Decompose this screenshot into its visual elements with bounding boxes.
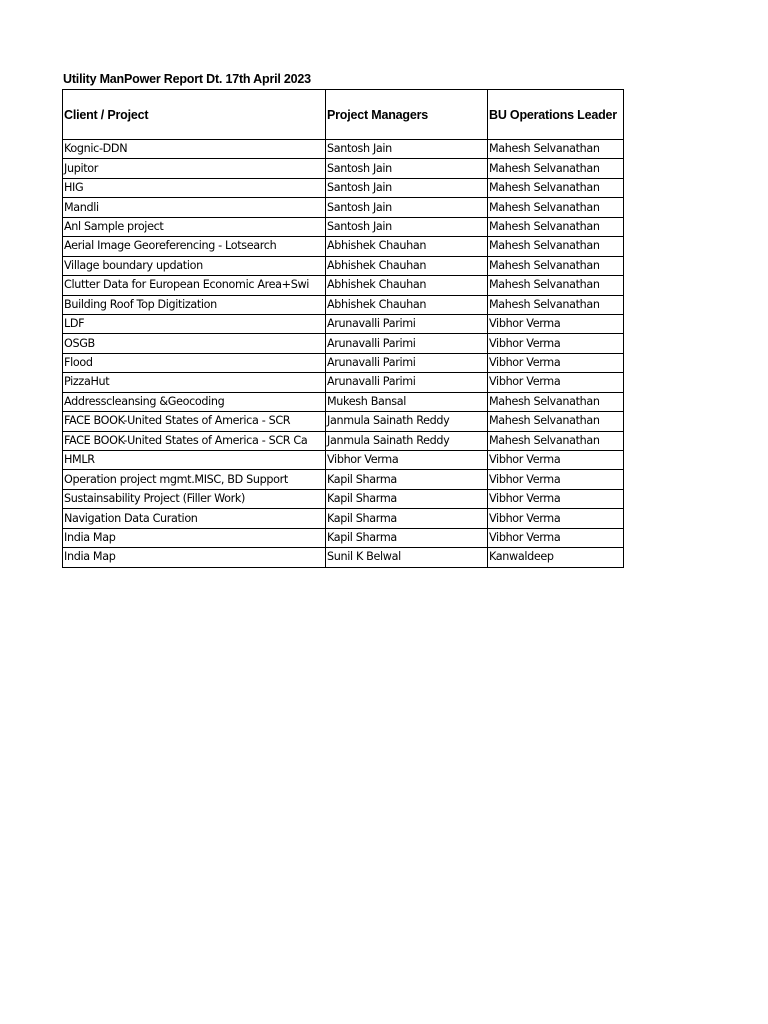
cell-project-manager: Abhishek Chauhan bbox=[326, 276, 488, 295]
cell-project-manager: Abhishek Chauhan bbox=[326, 295, 488, 314]
table-row bbox=[63, 314, 624, 333]
cell-project-manager: Vibhor Verma bbox=[326, 451, 488, 470]
cell-bu-operations-leader: Mahesh Selvanathan bbox=[488, 217, 624, 236]
table-row bbox=[63, 237, 624, 256]
cell-bu-operations-leader: Vibhor Verma bbox=[488, 509, 624, 528]
cell-project-manager: Santosh Jain bbox=[326, 140, 488, 159]
cell-bu-operations-leader: Mahesh Selvanathan bbox=[488, 276, 624, 295]
cell-client-project: Flood bbox=[63, 353, 326, 372]
cell-client-project: LDF bbox=[63, 314, 326, 333]
report-table bbox=[62, 89, 624, 568]
cell-client-project: Village boundary updation bbox=[63, 256, 326, 275]
cell-client-project: Navigation Data Curation bbox=[63, 509, 326, 528]
cell-project-manager: Arunavalli Parimi bbox=[326, 353, 488, 372]
cell-bu-operations-leader: Vibhor Verma bbox=[488, 489, 624, 508]
cell-client-project: HMLR bbox=[63, 451, 326, 470]
report-title: Utility ManPower Report Dt. 17th April 2023 bbox=[63, 72, 311, 86]
cell-client-project: Anl Sample project bbox=[63, 217, 326, 236]
table-row bbox=[63, 470, 624, 489]
cell-bu-operations-leader: Mahesh Selvanathan bbox=[488, 159, 624, 178]
table-row bbox=[63, 198, 624, 217]
cell-bu-operations-leader: Vibhor Verma bbox=[488, 314, 624, 333]
cell-client-project: Clutter Data for European Economic Area+Swi bbox=[63, 276, 326, 295]
cell-project-manager: Arunavalli Parimi bbox=[326, 373, 488, 392]
cell-project-manager: Santosh Jain bbox=[326, 178, 488, 197]
cell-bu-operations-leader: Mahesh Selvanathan bbox=[488, 295, 624, 314]
cell-client-project: OSGB bbox=[63, 334, 326, 353]
cell-bu-operations-leader: Vibhor Verma bbox=[488, 451, 624, 470]
cell-bu-operations-leader: Vibhor Verma bbox=[488, 528, 624, 547]
cell-bu-operations-leader: Vibhor Verma bbox=[488, 334, 624, 353]
cell-client-project: Addresscleansing &Geocoding bbox=[63, 392, 326, 411]
table-row bbox=[63, 548, 624, 567]
table-row bbox=[63, 159, 624, 178]
table-row bbox=[63, 528, 624, 547]
cell-bu-operations-leader: Kanwaldeep bbox=[488, 548, 624, 567]
header-row bbox=[63, 90, 624, 140]
table-row bbox=[63, 256, 624, 275]
cell-project-manager: Arunavalli Parimi bbox=[326, 314, 488, 333]
cell-client-project: India Map bbox=[63, 528, 326, 547]
cell-client-project: FACE BOOK-United States of America - SCR Ca bbox=[63, 431, 326, 450]
cell-client-project: PizzaHut bbox=[63, 373, 326, 392]
cell-project-manager: Kapil Sharma bbox=[326, 470, 488, 489]
table-row bbox=[63, 509, 624, 528]
cell-client-project: Building Roof Top Digitization bbox=[63, 295, 326, 314]
cell-project-manager: Abhishek Chauhan bbox=[326, 256, 488, 275]
cell-project-manager: Santosh Jain bbox=[326, 198, 488, 217]
cell-client-project: HIG bbox=[63, 178, 326, 197]
table-row bbox=[63, 178, 624, 197]
header-project-managers: Project Managers bbox=[326, 90, 488, 140]
cell-bu-operations-leader: Mahesh Selvanathan bbox=[488, 237, 624, 256]
table-row bbox=[63, 140, 624, 159]
table-row bbox=[63, 392, 624, 411]
cell-bu-operations-leader: Vibhor Verma bbox=[488, 353, 624, 372]
cell-client-project: FACE BOOK-United States of America - SCR bbox=[63, 412, 326, 431]
cell-client-project: Jupitor bbox=[63, 159, 326, 178]
cell-bu-operations-leader: Mahesh Selvanathan bbox=[488, 198, 624, 217]
cell-project-manager: Kapil Sharma bbox=[326, 528, 488, 547]
cell-project-manager: Santosh Jain bbox=[326, 159, 488, 178]
cell-project-manager: Arunavalli Parimi bbox=[326, 334, 488, 353]
table-row bbox=[63, 276, 624, 295]
report-body bbox=[63, 140, 624, 568]
table-row bbox=[63, 217, 624, 236]
cell-bu-operations-leader: Mahesh Selvanathan bbox=[488, 178, 624, 197]
table-row bbox=[63, 295, 624, 314]
table-row bbox=[63, 373, 624, 392]
table-row bbox=[63, 489, 624, 508]
cell-project-manager: Sunil K Belwal bbox=[326, 548, 488, 567]
cell-client-project: Operation project mgmt.MISC, BD Support bbox=[63, 470, 326, 489]
header-bu-operations-leader: BU Operations Leader bbox=[488, 90, 624, 140]
cell-project-manager: Mukesh Bansal bbox=[326, 392, 488, 411]
cell-client-project: Mandli bbox=[63, 198, 326, 217]
table-row bbox=[63, 451, 624, 470]
cell-bu-operations-leader: Mahesh Selvanathan bbox=[488, 412, 624, 431]
cell-client-project: India Map bbox=[63, 548, 326, 567]
cell-project-manager: Janmula Sainath Reddy bbox=[326, 431, 488, 450]
cell-project-manager: Kapil Sharma bbox=[326, 509, 488, 528]
table-row bbox=[63, 353, 624, 372]
table-row bbox=[63, 412, 624, 431]
cell-client-project: Sustainsability Project (Filler Work) bbox=[63, 489, 326, 508]
cell-project-manager: Janmula Sainath Reddy bbox=[326, 412, 488, 431]
table-row bbox=[63, 431, 624, 450]
cell-client-project: Aerial Image Georeferencing - Lotsearch bbox=[63, 237, 326, 256]
cell-project-manager: Kapil Sharma bbox=[326, 489, 488, 508]
cell-bu-operations-leader: Vibhor Verma bbox=[488, 373, 624, 392]
cell-bu-operations-leader: Vibhor Verma bbox=[488, 470, 624, 489]
cell-bu-operations-leader: Mahesh Selvanathan bbox=[488, 431, 624, 450]
cell-bu-operations-leader: Mahesh Selvanathan bbox=[488, 140, 624, 159]
header-client-project: Client / Project bbox=[63, 90, 326, 140]
cell-project-manager: Santosh Jain bbox=[326, 217, 488, 236]
cell-bu-operations-leader: Mahesh Selvanathan bbox=[488, 392, 624, 411]
cell-bu-operations-leader: Mahesh Selvanathan bbox=[488, 256, 624, 275]
cell-client-project: Kognic-DDN bbox=[63, 140, 326, 159]
cell-project-manager: Abhishek Chauhan bbox=[326, 237, 488, 256]
table-row bbox=[63, 334, 624, 353]
